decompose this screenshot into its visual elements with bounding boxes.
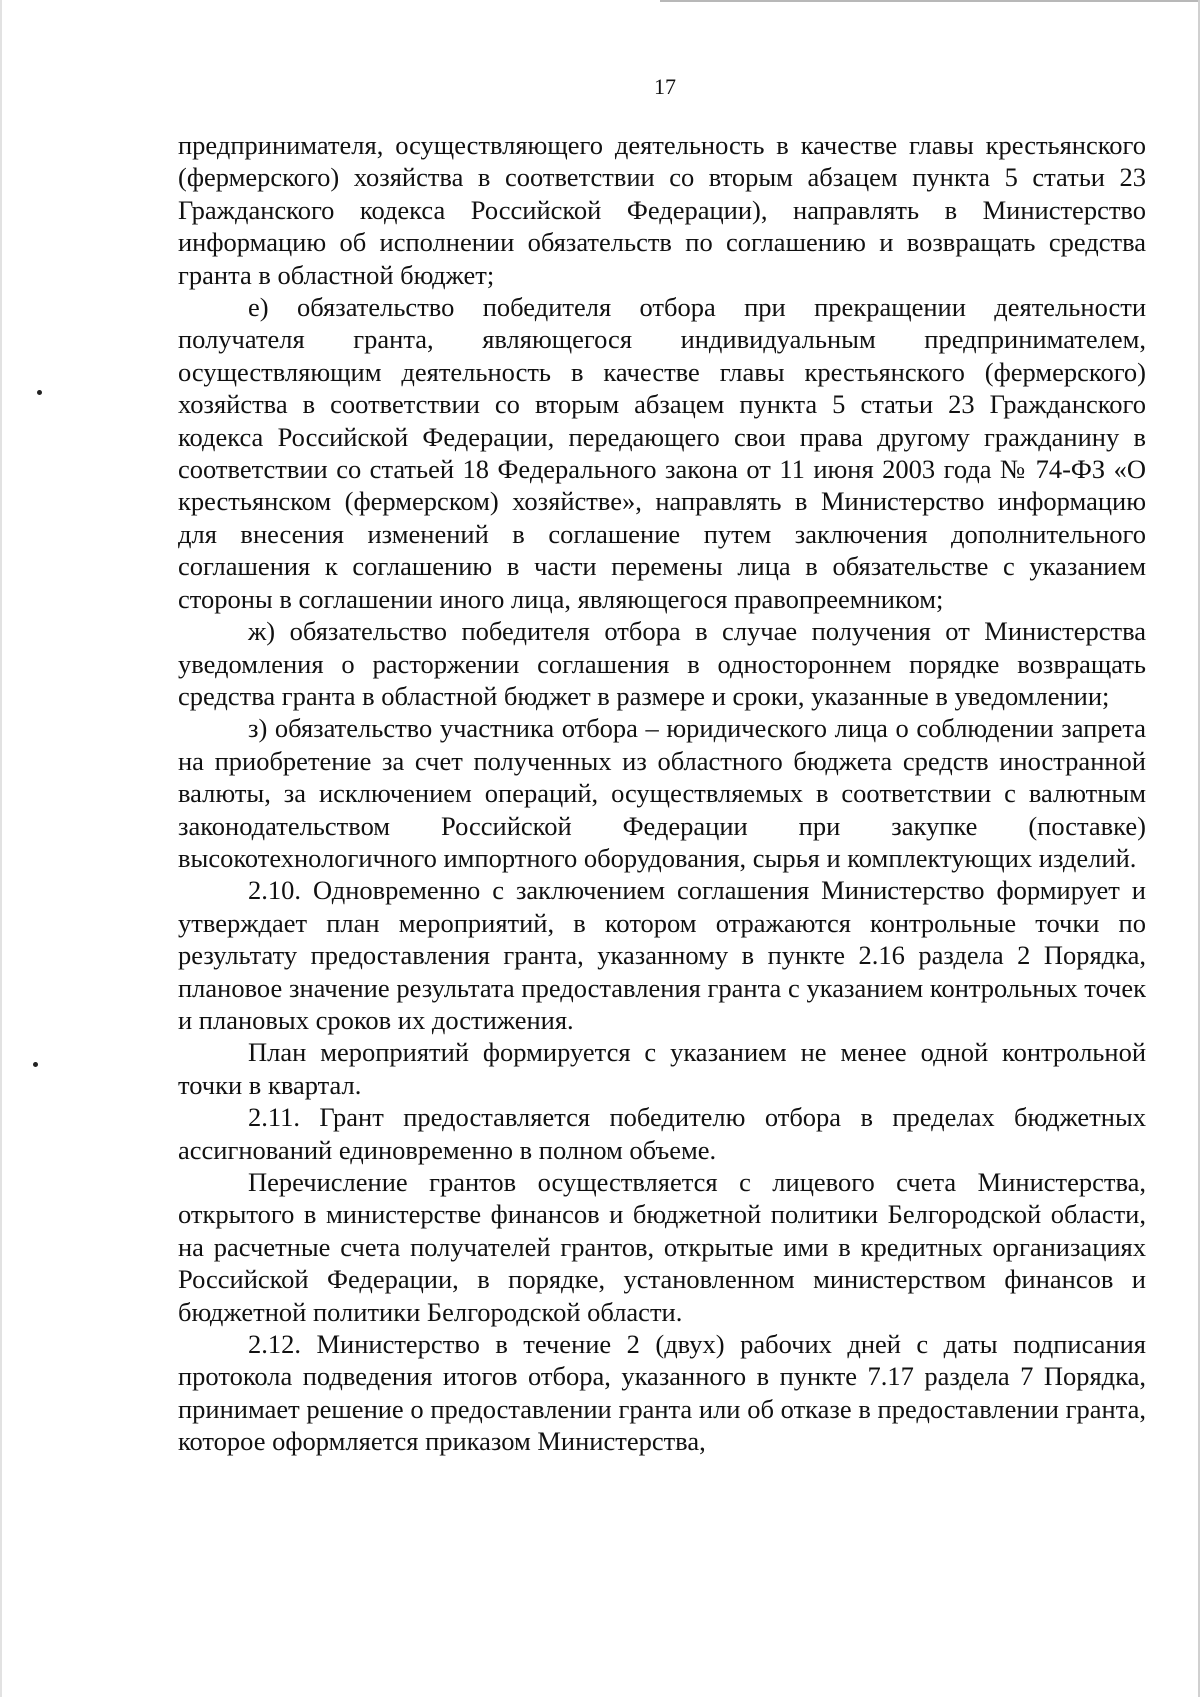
document-body <box>178 129 1146 1458</box>
paragraph-transfer: Перечисление грантов осуществляется с лицевого счета Министерства, открытого в министерстве финансов и бюджетной политики Белгородской области, на расчетные счета получателей грантов, открытые ими в кредитных организациях Российской Федерации, в порядке, установленном министерством финансов и бюджетной политики Белгородской области. <box>178 1167 1146 1327</box>
scan-mark <box>37 390 42 395</box>
paragraph-continuation: предпринимателя, осуществляющего деятельность в качестве главы крестьянского (фермерского) хозяйства в соответствии со вторым абзацем пункта 5 статьи 23 Гражданского кодекса Российской Федерации), направлять в Министерство информацию об исполнении обязательств по соглашению и возвращать средства гранта в областной бюджет; <box>178 130 1146 290</box>
paragraph-clause-2-11: 2.11. Грант предоставляется победителю отбора в пределах бюджетных ассигнований единовременно в полном объеме. <box>178 1102 1146 1165</box>
paragraph-plan: План мероприятий формируется с указанием не менее одной контрольной точки в квартал. <box>178 1037 1146 1100</box>
page-number: 17 <box>654 74 676 99</box>
scan-top-edge <box>660 0 1200 2</box>
paragraph-item-zh: ж) обязательство победителя отбора в случае получения от Министерства уведомления о расторжении соглашения в одностороннем порядке возвращать средства гранта в областной бюджет в размере и сроки, указанные в уведомлении; <box>178 616 1146 711</box>
scan-left-edge <box>0 0 2 1697</box>
paragraph-item-z: з) обязательство участника отбора – юридического лица о соблюдении запрета на приобретение за счет полученных из областного бюджета средств иностранной валюты, за исключением операций, осуществляемых в соответствии с валютным законодательством Российской Федерации при закупке (поставке) высокотехнологичного импортного оборудования, сырья и комплектующих изделий. <box>178 713 1146 873</box>
paragraph-clause-2-10: 2.10. Одновременно с заключением соглашения Министерство формирует и утверждает план мероприятий, в котором отражаются контрольные точки по результату предоставления гранта, указанному в пункте 2.16 раздела 2 Порядка, плановое значение результата предоставления гранта с указанием контрольных точек и плановых сроков их достижения. <box>178 875 1146 1035</box>
paragraph-clause-2-12: 2.12. Министерство в течение 2 (двух) рабочих дней с даты подписания протокола подведения итогов отбора, указанного в пункте 7.17 раздела 7 Порядка, принимает решение о предоставлении гранта или об отказе в предоставлении гранта, которое оформляется приказом Министерства, <box>178 1329 1146 1457</box>
paragraph-item-e: е) обязательство победителя отбора при прекращении деятельности получателя гранта, являющегося индивидуальным предпринимателем, осуществляющим деятельность в качестве главы крестьянского (фермерского) хозяйства в соответствии со вторым абзацем пункта 5 статьи 23 Гражданского кодекса Российской Федерации, передающего свои права другому гражданину в соответствии со статьей 18 Федерального закона от 11 июня 2003 года № 74-ФЗ «О крестьянском (фермерском) хозяйстве», направлять в Министерство информацию для внесения изменений в соглашение путем заключения дополнительного соглашения к соглашению в части перемены лица в обязательстве с указанием стороны в соглашении иного лица, являющегося правопреемником; <box>178 292 1146 614</box>
scan-mark <box>33 1062 38 1067</box>
